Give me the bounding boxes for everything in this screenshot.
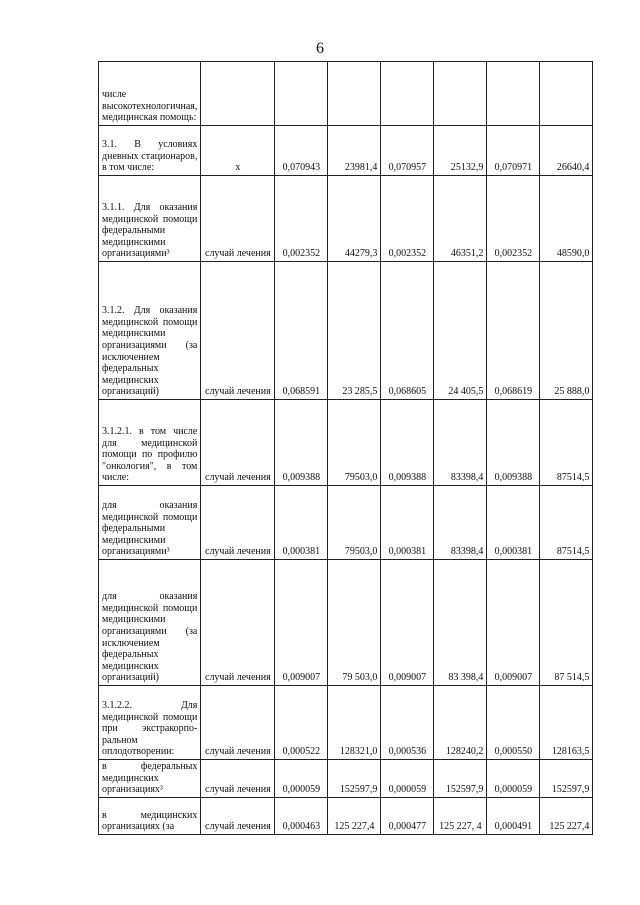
- row-name: 3.1.2. Для оказания медицинской помощи медицинскими организациями (за исключением федеральных медицинских организаций): [99, 262, 201, 400]
- row-value: [487, 62, 540, 126]
- row-value: 0,009388: [275, 400, 328, 486]
- table-row: [99, 560, 593, 686]
- row-name: 3.1.2.2. Для медицинской помощи при экстракорпо-ральном оплодотворении:: [99, 686, 201, 760]
- row-value: 0,000381: [487, 486, 540, 560]
- row-value: 0,000550: [487, 686, 540, 760]
- row-value: 0,009388: [381, 400, 434, 486]
- row-value: 0,070957: [381, 126, 434, 176]
- row-value: 0,000463: [275, 798, 328, 835]
- row-value: 128240,2: [434, 686, 487, 760]
- row-value: 0,009007: [487, 560, 540, 686]
- row-value: 87514,5: [540, 400, 593, 486]
- row-value: 0,000522: [275, 686, 328, 760]
- row-value: 125 227,4: [328, 798, 381, 835]
- row-value: 0,000477: [381, 798, 434, 835]
- row-unit: случай лечения: [201, 262, 275, 400]
- row-value: 152597,9: [540, 760, 593, 798]
- row-value: 0,000536: [381, 686, 434, 760]
- row-value: 0,070971: [487, 126, 540, 176]
- table-row: [99, 62, 593, 126]
- row-value: 44279,3: [328, 176, 381, 262]
- row-value: 25132,9: [434, 126, 487, 176]
- row-value: 0,000381: [275, 486, 328, 560]
- row-name: в медицинских организациях (за: [99, 798, 201, 835]
- row-value: 0,068619: [487, 262, 540, 400]
- row-name: в федеральных медицинских организациях³: [99, 760, 201, 798]
- row-unit: случай лечения: [201, 176, 275, 262]
- row-value: 0,009007: [275, 560, 328, 686]
- tariff-table: [98, 61, 593, 835]
- row-value: 0,000059: [487, 760, 540, 798]
- row-value: 46351,2: [434, 176, 487, 262]
- row-value: 0,000059: [381, 760, 434, 798]
- row-value: [381, 62, 434, 126]
- row-value: 125 227,4: [540, 798, 593, 835]
- row-value: [434, 62, 487, 126]
- row-unit: случай лечения: [201, 486, 275, 560]
- row-unit: х: [201, 126, 275, 176]
- table-row: [99, 400, 593, 486]
- page-number: 6: [316, 40, 324, 57]
- row-value: 87 514,5: [540, 560, 593, 686]
- table-row: [99, 262, 593, 400]
- row-value: 79 503,0: [328, 560, 381, 686]
- table-row: [99, 686, 593, 760]
- row-value: 79503,0: [328, 400, 381, 486]
- row-value: 128321,0: [328, 686, 381, 760]
- row-value: 125 227, 4: [434, 798, 487, 835]
- row-value: 152597,9: [328, 760, 381, 798]
- row-value: 0,002352: [381, 176, 434, 262]
- row-value: 23 285,5: [328, 262, 381, 400]
- row-name: 3.1.2.1. в том числе для медицинской помощи по профилю "онкология", в том числе:: [99, 400, 201, 486]
- row-name: для оказания медицинской помощи медицинскими организациями (за исключением федеральных медицинских организаций): [99, 560, 201, 686]
- row-value: 0,000491: [487, 798, 540, 835]
- row-value: 0,068591: [275, 262, 328, 400]
- row-value: 26640,4: [540, 126, 593, 176]
- row-value: [328, 62, 381, 126]
- row-value: 0,002352: [487, 176, 540, 262]
- row-unit: [201, 62, 275, 126]
- row-unit: случай лечения: [201, 400, 275, 486]
- row-name: числе высокотехнологичная, медицинская помощь:: [99, 62, 201, 126]
- table-row: [99, 760, 593, 798]
- row-unit: случай лечения: [201, 560, 275, 686]
- row-name: 3.1. В условиях дневных стационаров, в том числе:: [99, 126, 201, 176]
- row-value: 0,000381: [381, 486, 434, 560]
- row-value: 87514,5: [540, 486, 593, 560]
- row-value: 83398,4: [434, 486, 487, 560]
- row-value: 0,000059: [275, 760, 328, 798]
- table-row: [99, 486, 593, 560]
- row-value: 0,068605: [381, 262, 434, 400]
- row-unit: случай лечения: [201, 798, 275, 835]
- row-unit: случай лечения: [201, 760, 275, 798]
- row-value: [275, 62, 328, 126]
- row-value: 0,002352: [275, 176, 328, 262]
- row-value: 83 398,4: [434, 560, 487, 686]
- row-value: 152597,9: [434, 760, 487, 798]
- row-value: 0,009007: [381, 560, 434, 686]
- row-name: 3.1.1. Для оказания медицинской помощи федеральными медицинскими организациями³: [99, 176, 201, 262]
- row-unit: случай лечения: [201, 686, 275, 760]
- row-value: 23981,4: [328, 126, 381, 176]
- row-name: для оказания медицинской помощи федеральными медицинскими организациями³: [99, 486, 201, 560]
- row-value: 24 405,5: [434, 262, 487, 400]
- row-value: 83398,4: [434, 400, 487, 486]
- table-row: [99, 126, 593, 176]
- row-value: [540, 62, 593, 126]
- table-row: [99, 798, 593, 835]
- row-value: 48590,0: [540, 176, 593, 262]
- table-row: [99, 176, 593, 262]
- row-value: 0,070943: [275, 126, 328, 176]
- row-value: 25 888,0: [540, 262, 593, 400]
- row-value: 79503,0: [328, 486, 381, 560]
- row-value: 128163,5: [540, 686, 593, 760]
- row-value: 0,009388: [487, 400, 540, 486]
